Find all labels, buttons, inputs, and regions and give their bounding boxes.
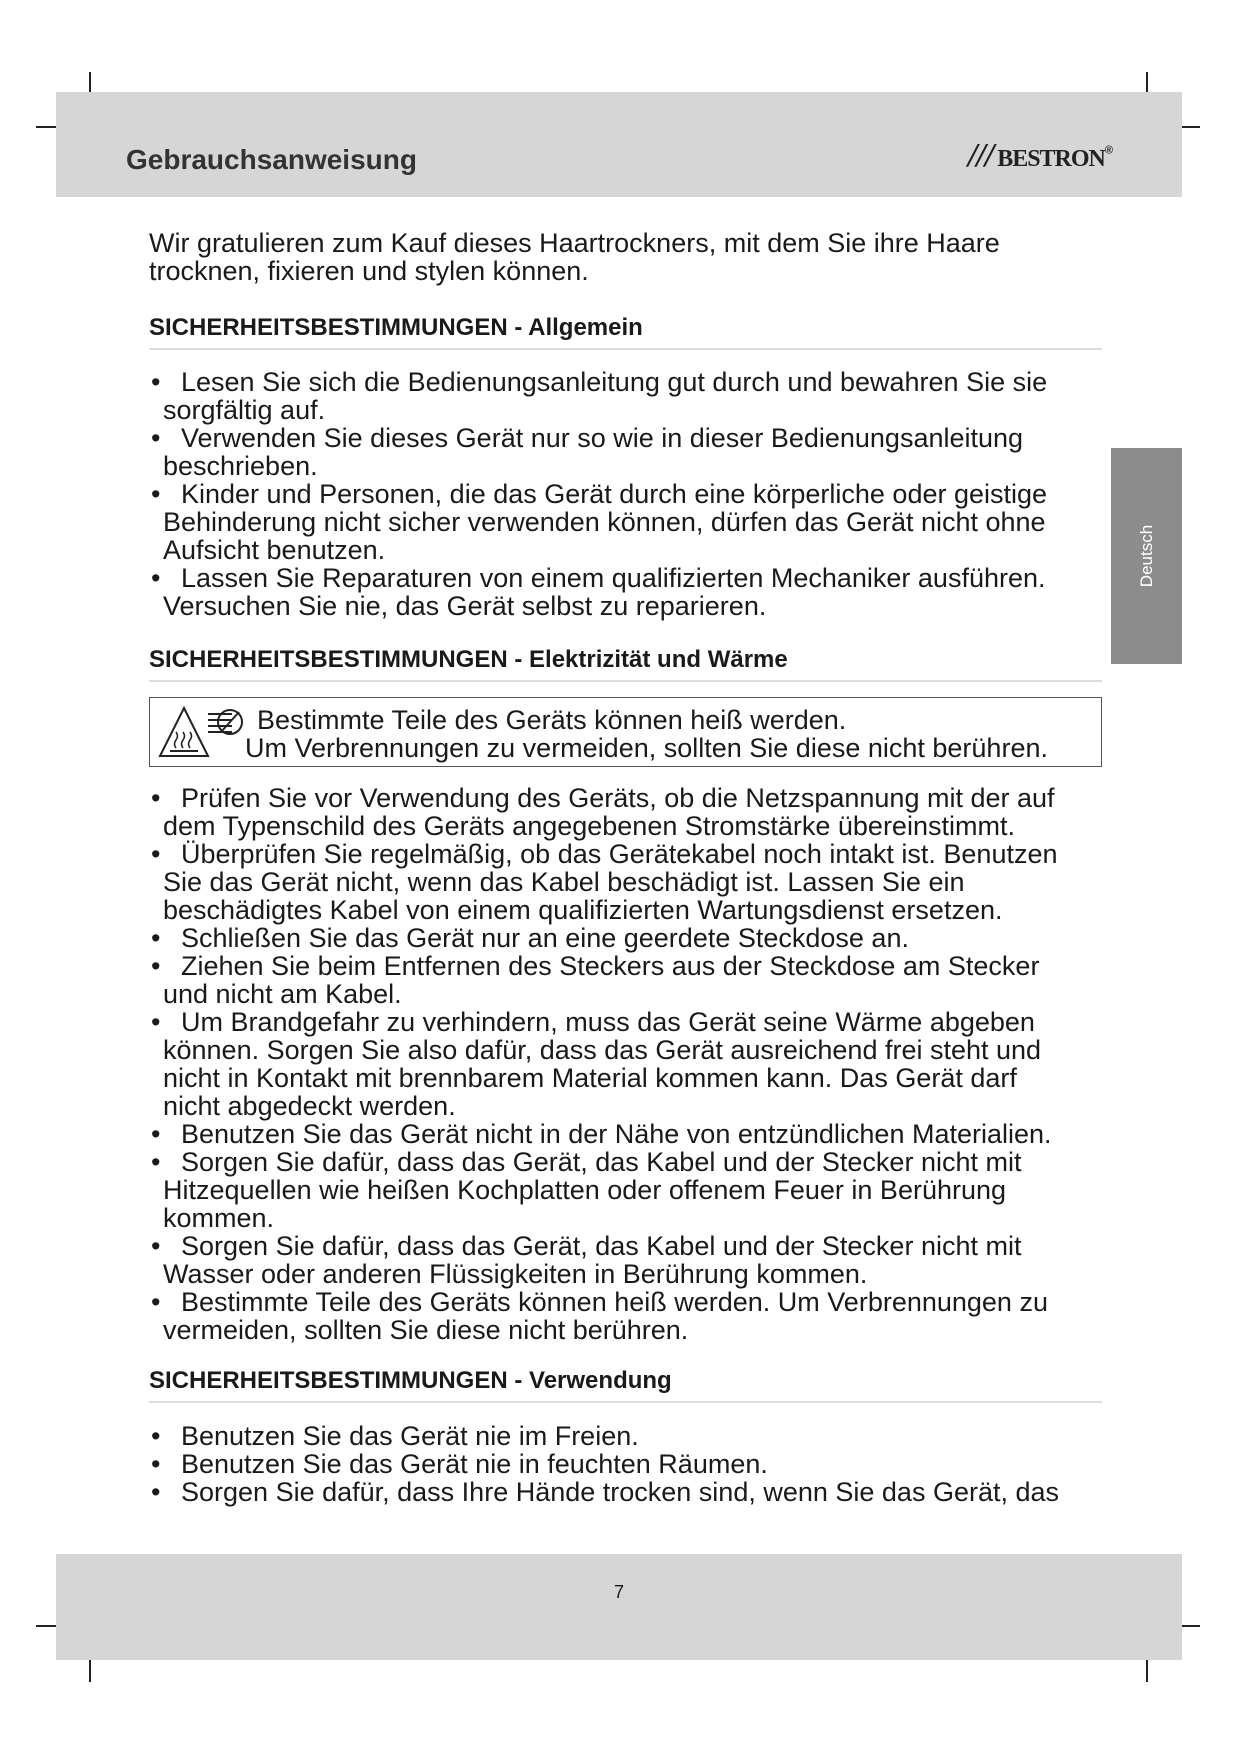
bullet-marker: • <box>151 1287 161 1317</box>
bullet-item-text: Sorgen Sie dafür, dass das Gerät, das Kabel und der Stecker nicht mit <box>181 1231 1022 1261</box>
page-footer <box>56 1554 1182 1660</box>
bullet-item-text: können. Sorgen Sie also dafür, dass das Gerät ausreichend frei steht und <box>163 1035 1042 1065</box>
bullet-item-text: Benutzen Sie das Gerät nicht in der Nähe von entzündlichen Materialien. <box>181 1119 1052 1149</box>
bullet-marker: • <box>151 1421 161 1451</box>
bullet-marker: • <box>151 783 161 813</box>
bullet-item-text: kommen. <box>163 1203 275 1233</box>
bullet-marker: • <box>151 479 161 509</box>
bestron-logo <box>968 137 1112 175</box>
hot-surface-warning-icon <box>158 704 250 760</box>
bullet-marker: • <box>151 1119 161 1149</box>
language-tab <box>1111 448 1182 664</box>
bullet-marker: • <box>151 1007 161 1037</box>
section-heading: SICHERHEITSBESTIMMUNGEN - Elektrizität und Wärme <box>149 646 788 673</box>
section-divider <box>149 1401 1102 1403</box>
warning-text: Bestimmte Teile des Geräts können heiß werden. <box>257 705 847 735</box>
bullet-item-text: Wasser oder anderen Flüssigkeiten in Berührung kommen. <box>163 1259 868 1289</box>
bullet-item-text: und nicht am Kabel. <box>163 979 402 1009</box>
bullet-item-text: Versuchen Sie nie, das Gerät selbst zu reparieren. <box>163 591 767 621</box>
section-heading: SICHERHEITSBESTIMMUNGEN - Verwendung <box>149 1367 672 1394</box>
brand-name: bestron <box>997 137 1105 174</box>
bullet-item-text: nicht abgedeckt werden. <box>163 1091 456 1121</box>
bullet-item-text: Sorgen Sie dafür, dass das Gerät, das Kabel und der Stecker nicht mit <box>181 1147 1022 1177</box>
bullet-item-text: Verwenden Sie dieses Gerät nur so wie in dieser Bedienungsanleitung <box>181 423 1024 453</box>
bullet-item-text: Lassen Sie Reparaturen von einem qualifizierten Mechaniker ausführen. <box>181 563 1046 593</box>
section-heading: SICHERHEITSBESTIMMUNGEN - Allgemein <box>149 314 643 341</box>
bullet-item-text: Kinder und Personen, die das Gerät durch eine körperliche oder geistige <box>181 479 1048 509</box>
warning-box <box>149 697 1102 767</box>
page-number: 7 <box>613 1582 624 1602</box>
bullet-marker: • <box>151 951 161 981</box>
bullet-item-text: Überprüfen Sie regelmäßig, ob das Gerätekabel noch intakt ist. Benutzen <box>181 839 1058 869</box>
language-tab-label: Deutsch <box>1136 524 1156 588</box>
bullet-item-text: Aufsicht benutzen. <box>163 535 386 565</box>
bullet-item-text: Ziehen Sie beim Entfernen des Steckers aus der Steckdose am Stecker <box>181 951 1040 981</box>
bullet-item-text: beschädigtes Kabel von einem qualifizierten Wartungsdienst ersetzen. <box>163 895 1003 925</box>
bullet-marker: • <box>151 423 161 453</box>
bullet-marker: • <box>151 923 161 953</box>
intro-text: trocknen, fixieren und stylen können. <box>149 256 589 286</box>
registered-mark: ® <box>1104 144 1112 157</box>
section-divider <box>149 680 1102 682</box>
bullet-item-text: Hitzequellen wie heißen Kochplatten oder offenem Feuer in Berührung <box>163 1175 1007 1205</box>
bullet-item-text: Benutzen Sie das Gerät nie in feuchten Räumen. <box>181 1449 768 1479</box>
bullet-item-text: Schließen Sie das Gerät nur an eine geerdete Steckdose an. <box>181 923 909 953</box>
bullet-marker: • <box>151 1147 161 1177</box>
bullet-item-text: dem Typenschild des Geräts angegebenen Stromstärke übereinstimmt. <box>163 811 1015 841</box>
logo-chevron-icon: /// <box>967 137 994 174</box>
bullet-item-text: Lesen Sie sich die Bedienungsanleitung gut durch und bewahren Sie sie <box>181 367 1048 397</box>
page-title: Gebrauchsanweisung <box>126 144 417 175</box>
bullet-marker: • <box>151 1449 161 1479</box>
bullet-item-text: sorgfältig auf. <box>163 395 326 425</box>
bullet-marker: • <box>151 1477 161 1507</box>
warning-text: Um Verbrennungen zu vermeiden, sollten Sie diese nicht berühren. <box>245 733 1048 763</box>
bullet-item-text: Sorgen Sie dafür, dass Ihre Hände trocken sind, wenn Sie das Gerät, das <box>181 1477 1060 1507</box>
bullet-item-text: Behinderung nicht sicher verwenden können, dürfen das Gerät nicht ohne <box>163 507 1046 537</box>
bullet-item-text: Bestimmte Teile des Geräts können heiß werden. Um Verbrennungen zu <box>181 1287 1048 1317</box>
page-header <box>56 92 1182 197</box>
intro-text: Wir gratulieren zum Kauf dieses Haartrockners, mit dem Sie ihre Haare <box>149 228 1000 258</box>
bullet-marker: • <box>151 563 161 593</box>
bullet-marker: • <box>151 367 161 397</box>
bullet-item-text: nicht in Kontakt mit brennbarem Material kommen kann. Das Gerät darf <box>163 1063 1017 1093</box>
bullet-item-text: vermeiden, sollten Sie diese nicht berühren. <box>163 1315 689 1345</box>
bullet-item-text: beschrieben. <box>163 451 318 481</box>
bullet-marker: • <box>151 1231 161 1261</box>
bullet-marker: • <box>151 839 161 869</box>
section-divider <box>149 348 1102 350</box>
bullet-item-text: Um Brandgefahr zu verhindern, muss das Gerät seine Wärme abgeben <box>181 1007 1035 1037</box>
bullet-item-text: Prüfen Sie vor Verwendung des Geräts, ob die Netzspannung mit der auf <box>181 783 1055 813</box>
bullet-item-text: Benutzen Sie das Gerät nie im Freien. <box>181 1421 639 1451</box>
bullet-item-text: Sie das Gerät nicht, wenn das Kabel beschädigt ist. Lassen Sie ein <box>163 867 965 897</box>
